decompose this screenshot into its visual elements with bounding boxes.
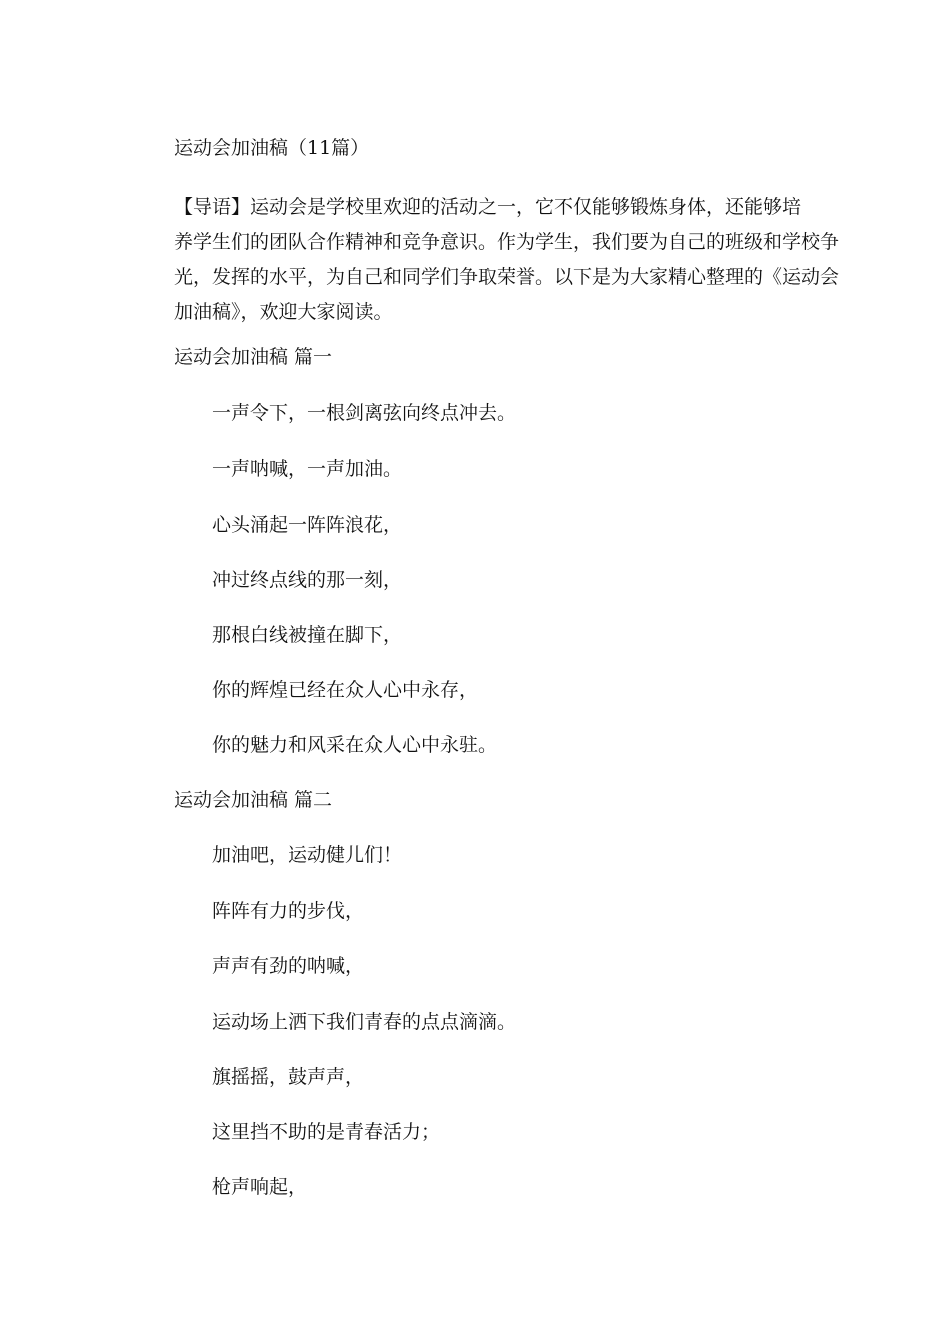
poem-line: 一声呐喊，一声加油。 [212, 458, 403, 480]
poem-line: 阵阵有力的步伐， [212, 900, 365, 922]
poem-line: 这里挡不助的是青春活力； [212, 1121, 441, 1143]
poem-line: 声声有劲的呐喊， [212, 955, 365, 977]
poem-line: 那根白线被撞在脚下， [212, 624, 403, 646]
poem-line: 运动场上洒下我们青春的点点滴滴。 [212, 1011, 517, 1033]
document-title: 运动会加油稿（11篇） [174, 137, 370, 159]
poem-line: 枪声响起， [212, 1176, 308, 1198]
poem-line: 冲过终点线的那一刻， [212, 569, 403, 591]
intro-line-3: 光，发挥的水平，为自己和同学们争取荣誉。以下是为大家精心整理的《运动会 [174, 266, 840, 288]
poem-line: 旗摇摇，鼓声声， [212, 1066, 365, 1088]
poem-line: 你的魅力和风采在众人心中永驻。 [212, 734, 498, 756]
intro-paragraph [174, 190, 840, 330]
intro-line-2: 养学生们的团队合作精神和竞争意识。作为学生，我们要为自己的班级和学校争 [174, 231, 840, 253]
section-heading-1: 运动会加油稿 篇一 [174, 346, 333, 368]
intro-line-4: 加油稿》，欢迎大家阅读。 [174, 301, 393, 323]
poem-line: 你的辉煌已经在众人心中永存， [212, 679, 479, 701]
section-heading-2: 运动会加油稿 篇二 [174, 789, 333, 811]
poem-line: 一声令下，一根剑离弦向终点冲去。 [212, 402, 517, 424]
poem-line: 心头涌起一阵阵浪花， [212, 514, 403, 536]
poem-line: 加油吧，运动健儿们！ [212, 844, 403, 866]
intro-line-1: 【导语】运动会是学校里欢迎的活动之一，它不仅能够锻炼身体，还能够培 [174, 196, 802, 218]
